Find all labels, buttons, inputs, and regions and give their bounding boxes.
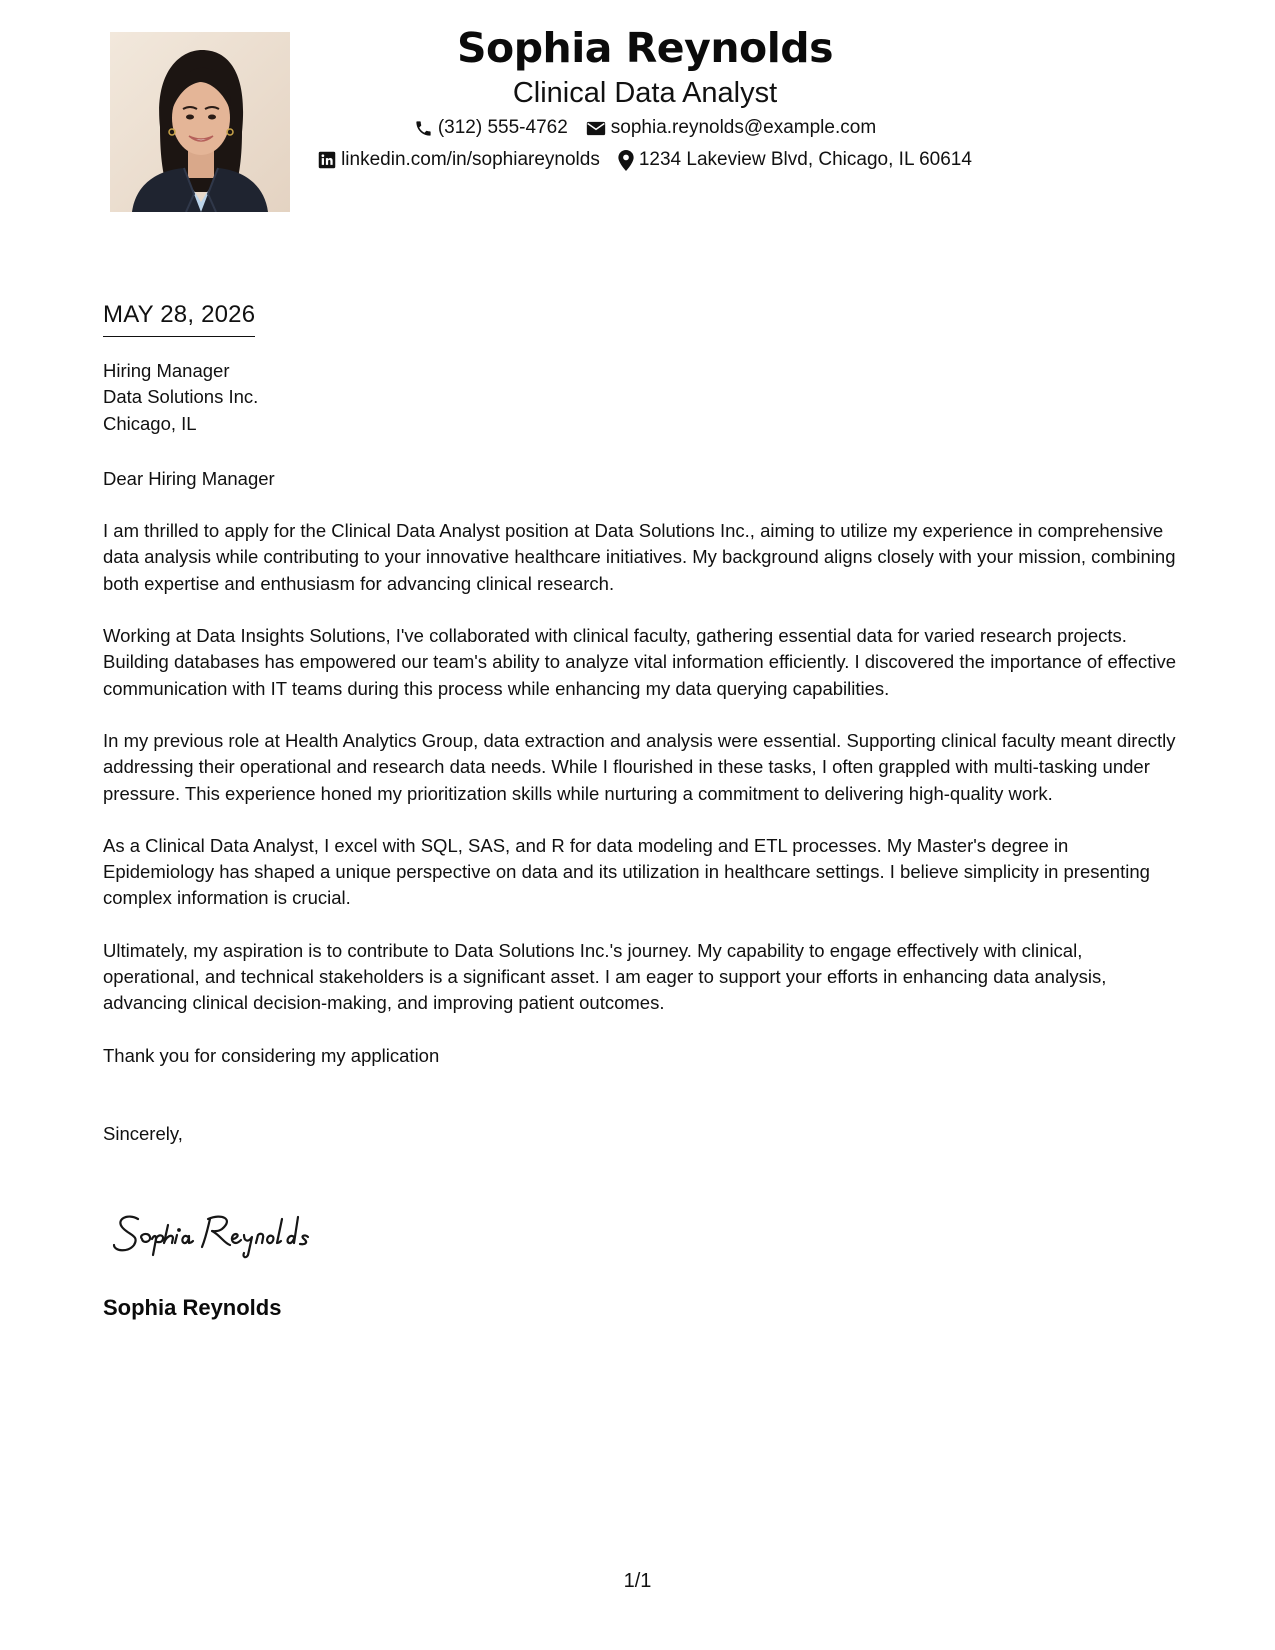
phone-contact: [414, 116, 568, 140]
street-address: 1234 Lakeview Blvd, Chicago, IL 60614: [638, 149, 972, 170]
job-title: Clinical Data Analyst: [512, 77, 778, 109]
body-paragraph: As a Clinical Data Analyst, I excel with SQL, SAS, and R for data modeling and ETL processes. My Master's degree in Epidemiology has shaped a unique perspective on data and its utilization in healthcare settings. I believe simplicity in presenting complex information is crucial.: [103, 834, 1150, 909]
header: [290, 20, 1000, 172]
email-contact[interactable]: [586, 116, 876, 140]
body-paragraph: In my previous role at Health Analytics Group, data extraction and analysis were essential. Supporting clinical faculty meant directly addressing their operational and research data needs. While I flourished in these tasks, I often grappled with multi-tasking under pressure. This experience honed my prioritization skills while nurturing a commitment to delivering high-quality work.: [103, 729, 1176, 804]
thank-you-line: Thank you for considering my application: [103, 1044, 440, 1066]
page-number: 1/1: [623, 1570, 652, 1592]
recipient-block: [103, 358, 1178, 437]
closing-line: Sincerely,: [103, 1122, 183, 1144]
recipient-line: Hiring Manager: [103, 360, 230, 381]
body-paragraph: Working at Data Insights Solutions, I've collaborated with clinical faculty, gathering essential data for varied research projects. Building databases has empowered our team's ability to analyze vital information efficiently. I discovered the importance of effective communication with IT teams during this process while enhancing my data querying capabilities.: [103, 625, 1176, 699]
recipient-line: Chicago, IL: [103, 412, 197, 434]
letter-body: [103, 358, 1178, 1147]
profile-photo: [110, 32, 290, 212]
handwritten-signature: [110, 1205, 370, 1265]
phone-icon: [414, 119, 433, 138]
contact-row-secondary: [290, 148, 1000, 172]
recipient-line: Data Solutions Inc.: [103, 386, 259, 408]
contact-row-primary: [290, 116, 1000, 140]
body-paragraph: I am thrilled to apply for the Clinical Data Analyst position at Data Solutions Inc., aiming to utilize my experience in comprehensive data analysis while contributing to your innovative healthcare initiatives. My background aligns closely with your mission, combining both expertise and enthusiasm for advancing clinical research.: [103, 520, 1176, 594]
linkedin-icon: [318, 151, 336, 169]
phone-number: (312) 555-4762: [437, 117, 568, 138]
linkedin-url[interactable]: linkedin.com/in/sophiareynolds: [341, 149, 600, 170]
signer-name: Sophia Reynolds: [103, 1295, 282, 1320]
map-pin-icon: [618, 150, 634, 171]
email-address[interactable]: sophia.reynolds@example.com: [610, 117, 877, 138]
salutation: Dear Hiring Manager: [103, 467, 275, 489]
linkedin-contact[interactable]: [318, 148, 600, 172]
address-contact: [618, 148, 972, 172]
envelope-icon: [586, 120, 606, 137]
body-paragraph: Ultimately, my aspiration is to contribute to Data Solutions Inc.'s journey. My capability to engage effectively with clinical, operational, and technical stakeholders is a significant asset. I am eager to support your efforts in enhancing data analysis, advancing clinical decision-making, and improving patient outcomes.: [103, 939, 1107, 1014]
letter-date: MAY 28, 2026: [103, 300, 255, 337]
applicant-name: Sophia Reynolds: [457, 24, 833, 72]
